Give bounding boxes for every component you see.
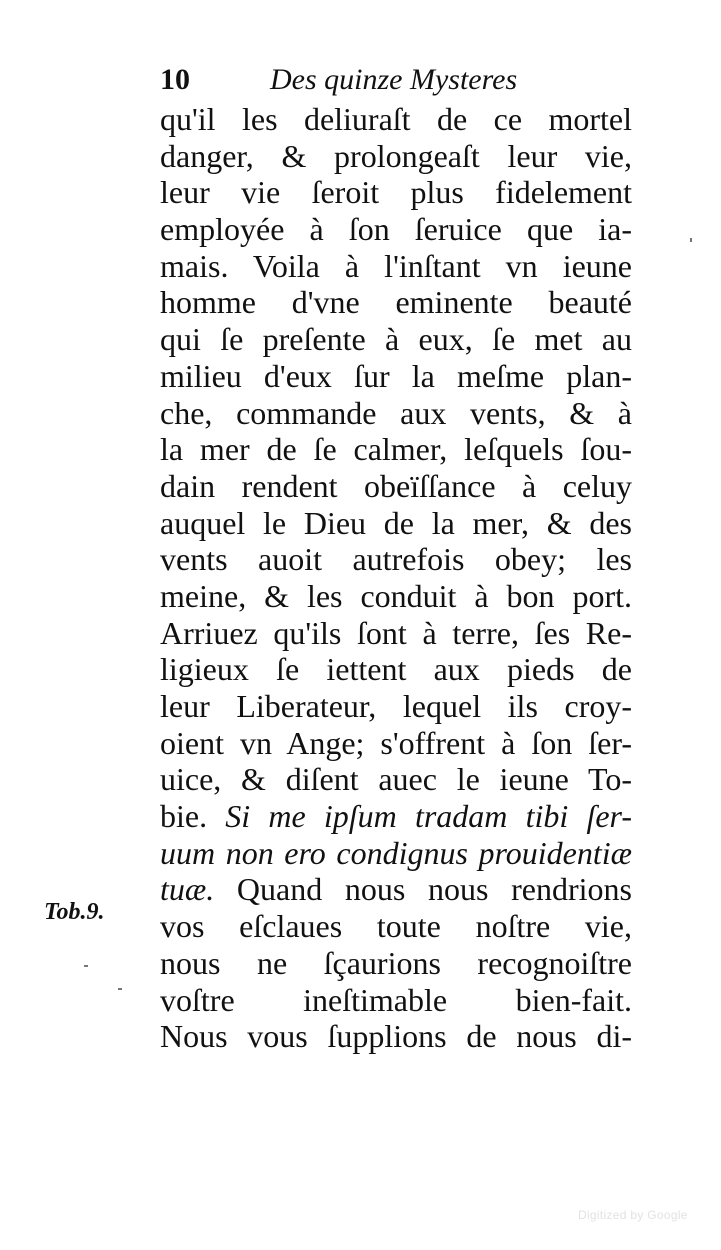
paper-speck: [118, 988, 122, 990]
page-header: [160, 60, 640, 100]
text-line: employée à ſon ſeruice que ia-: [160, 211, 632, 248]
text-line: danger, & prolongeaſt leur vie,: [160, 137, 632, 174]
latin-quote-fragment: tuæ.: [160, 871, 215, 908]
text-line: qu'il les deliuraſt de ce mortel: [160, 101, 632, 137]
latin-quote-line: uum non ero condignus prouidentiæ: [160, 834, 632, 871]
text-fragment: Quand nous nous rendrions: [236, 871, 632, 908]
marginal-note: Tob.9.: [44, 899, 105, 925]
paper-speck: [84, 965, 88, 967]
text-line: milieu d'eux ſur la meſme plan-: [160, 357, 632, 394]
text-line: Arriuez qu'ils ſont à terre, ſes Re-: [160, 614, 632, 651]
latin-quote-fragment: Si me ipſum tradam tibi ſer-: [225, 798, 632, 835]
text-line: vos eſclaues toute noſtre vie,: [160, 908, 632, 945]
text-line: meine, & les conduit à bon port.: [160, 577, 632, 614]
text-line: Nous vous ſupplions de nous di-: [160, 1018, 632, 1055]
text-line: vents auoit autrefois obey; les: [160, 541, 632, 578]
text-line: ligieux ſe iettent aux pieds de: [160, 651, 632, 688]
text-line: qui ſe preſente à eux, ſe met au: [160, 321, 632, 358]
text-line: oient vn Ange; s'offrent à ſon ſer-: [160, 724, 632, 761]
text-line: auquel le Dieu de la mer, & des: [160, 504, 632, 541]
text-line: leur vie ſeroit plus fidelement: [160, 174, 632, 211]
running-head: Des quinze Mysteres: [270, 63, 518, 96]
paper-speck: [690, 238, 692, 242]
text-line-mixed: [160, 798, 632, 835]
body-text: [160, 101, 632, 1055]
text-line: dain rendent obeïſſance à celuy: [160, 467, 632, 504]
page-number: 10: [160, 63, 190, 96]
watermark: Digitized by Google: [578, 1208, 688, 1222]
text-line: la mer de ſe calmer, leſquels ſou-: [160, 431, 632, 468]
text-line: homme d'vne eminente beauté: [160, 284, 632, 321]
text-line: che, commande aux vents, & à: [160, 394, 632, 431]
text-line: leur Liberateur, lequel ils croy-: [160, 688, 632, 724]
text-line-mixed: [160, 871, 632, 908]
text-line: mais. Voila à l'inſtant vn ieune: [160, 247, 632, 284]
text-line: nous ne ſçaurions recognoiſtre: [160, 944, 632, 981]
text-line: uice, & diſent auec le ieune To-: [160, 761, 632, 798]
text-fragment: bie.: [160, 798, 208, 835]
text-line: voſtre ineſtimable bien-fait.: [160, 981, 632, 1018]
